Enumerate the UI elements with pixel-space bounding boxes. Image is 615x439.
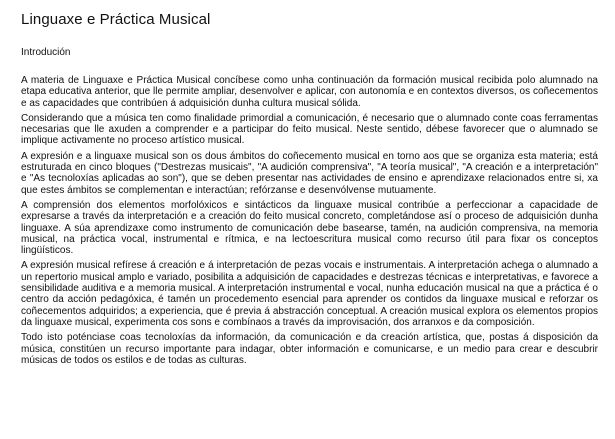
- paragraph-6: Todo isto poténciase coas tecnoloxías da información, da comunicación e da creación artística, que, postas á disposición da música, constitúen un recurso importante para indagar, obter información e comunicarse, e un medio para crear e descubrir músicas de todos os estilos e de todas as culturas.: [21, 332, 598, 366]
- document-title: Linguaxe e Práctica Musical: [21, 11, 211, 28]
- paragraph-5: A expresión musical refírese á creación e á interpretación de pezas vocais e instrumentais. A interpretación achega o alumnado a un repertorio musical amplo e variado, posibilita a adquisición de capacidades e destrezas técnicas e interpretativas, e favorece a sensibilidade auditiva e a memoria musical. A interpretación instrumental e vocal, nunha educación musical na que a práctica é o centro da acción pedagóxica, é tamén un procedemento esencial para aprender os contidos da linguaxe musical e reforzar os coñecementos adquiridos; a experiencia, que é previa á abstracción conceptual. A creación musical explora os elementos propios da linguaxe musical, experimenta cos sons e combínaos a través da improvisación, dos arranxos e da composición.: [21, 260, 598, 328]
- paragraph-1: A materia de Linguaxe e Práctica Musical concíbese como unha continuación da formación musical recibida polo alumnado na etapa educativa anterior, que lle permite ampliar, desenvolver e aplicar, con autonomía e en contextos diversos, os coñecementos e as capacidades que contribúen á adquisición dunha cultura musical sólida.: [21, 75, 598, 109]
- paragraph-4: A comprensión dos elementos morfolóxicos e sintácticos da linguaxe musical contribúe a perfeccionar a capacidade de expresarse a través da interpretación e a creación do feito musical concreto, completándose así o proceso de adquisición dunha linguaxe. A súa aprendizaxe como instrumento de comunicación debe basearse, tamén, na audición comprensiva, na memoria musical, na práctica vocal, instrumental e rítmica, e na lectoescritura musical como recurso útil para fixar os conceptos lingüísticos.: [21, 199, 598, 257]
- document-page: [21, 10, 598, 370]
- body-text: [21, 75, 598, 366]
- paragraph-2: Considerando que a música ten como finalidade primordial a comunicación, é necesario que o alumnado conte coas ferramentas necesarias que lle axuden a comprender e a participar do feito musical. Neste sentido, débese favorecer que o alumnado se implique activamente no proceso artístico musical.: [21, 112, 598, 147]
- section-heading: Introdución: [21, 47, 71, 58]
- paragraph-3: A expresión e a linguaxe musical son os dous ámbitos do coñecemento musical en torno aos que se organiza esta materia; está estruturada en cinco bloques ("Destrezas musicais", "A audición comprensiva", "A teoría musical", "A creación e a interpretación" e "As tecnoloxías aplicadas ao son"), que se deben presentar nas actividades de ensino e aprendizaxe relacionados entre si, xa que estes ámbitos se complementan e interactúan; refórzanse e desenvólvense mutuamente.: [21, 150, 598, 196]
